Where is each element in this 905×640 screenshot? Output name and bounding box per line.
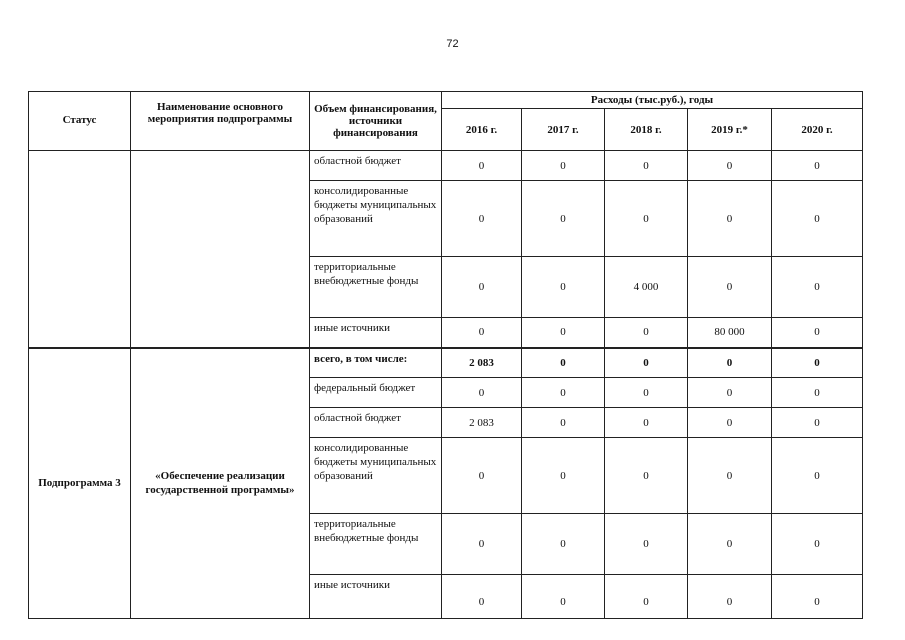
value-cell: 0 bbox=[688, 514, 772, 575]
value-cell: 2 083 bbox=[442, 408, 522, 438]
value-cell: 0 bbox=[605, 575, 688, 619]
value-cell: 0 bbox=[522, 378, 605, 408]
header-year-2016: 2016 г. bbox=[442, 109, 522, 151]
value-cell: 0 bbox=[522, 151, 605, 181]
source-cell: областной бюджет bbox=[310, 151, 442, 181]
value-cell: 0 bbox=[772, 257, 863, 318]
subprogram-name-cell: «Обеспечение реализации государственной программы» bbox=[131, 348, 310, 619]
value-cell: 0 bbox=[688, 151, 772, 181]
source-cell: консолидированные бюджеты муниципальных образований bbox=[310, 438, 442, 514]
table-row bbox=[29, 348, 863, 378]
header-source: Объем финансирования, источники финансирования bbox=[310, 92, 442, 151]
value-cell: 0 bbox=[688, 438, 772, 514]
value-cell: 0 bbox=[522, 514, 605, 575]
value-cell: 0 bbox=[442, 575, 522, 619]
header-year-2017: 2017 г. bbox=[522, 109, 605, 151]
value-cell: 0 bbox=[772, 151, 863, 181]
source-cell: территориальные внебюджетные фонды bbox=[310, 514, 442, 575]
status-cell-empty bbox=[29, 151, 131, 348]
value-cell: 0 bbox=[772, 378, 863, 408]
value-cell: 0 bbox=[605, 348, 688, 378]
status-cell: Подпрограмма 3 bbox=[29, 348, 131, 619]
source-cell: областной бюджет bbox=[310, 408, 442, 438]
source-cell: территориальные внебюджетные фонды bbox=[310, 257, 442, 318]
value-cell: 0 bbox=[772, 181, 863, 257]
value-cell: 0 bbox=[605, 151, 688, 181]
value-cell: 0 bbox=[772, 514, 863, 575]
value-cell: 0 bbox=[605, 318, 688, 348]
value-cell: 0 bbox=[688, 181, 772, 257]
value-cell: 0 bbox=[442, 438, 522, 514]
value-cell: 0 bbox=[688, 575, 772, 619]
value-cell: 0 bbox=[522, 575, 605, 619]
value-cell: 80 000 bbox=[688, 318, 772, 348]
value-cell: 0 bbox=[605, 181, 688, 257]
value-cell: 0 bbox=[442, 318, 522, 348]
source-cell: консолидированные бюджеты муниципальных образований bbox=[310, 181, 442, 257]
name-cell-empty bbox=[131, 151, 310, 348]
value-cell: 0 bbox=[605, 408, 688, 438]
header-year-2020: 2020 г. bbox=[772, 109, 863, 151]
value-cell: 0 bbox=[522, 348, 605, 378]
value-cell: 0 bbox=[522, 257, 605, 318]
value-cell: 0 bbox=[522, 318, 605, 348]
value-cell: 0 bbox=[442, 257, 522, 318]
header-name: Наименование основного мероприятия подпрограммы bbox=[131, 92, 310, 151]
value-cell: 0 bbox=[442, 151, 522, 181]
financing-table bbox=[28, 91, 863, 619]
value-cell: 0 bbox=[522, 181, 605, 257]
value-cell: 0 bbox=[688, 408, 772, 438]
value-cell: 0 bbox=[522, 408, 605, 438]
value-cell: 0 bbox=[442, 378, 522, 408]
header-expenses: Расходы (тыс.руб.), годы bbox=[442, 92, 863, 109]
value-cell: 0 bbox=[442, 181, 522, 257]
source-cell: иные источники bbox=[310, 575, 442, 619]
value-cell: 0 bbox=[688, 257, 772, 318]
value-cell: 0 bbox=[772, 348, 863, 378]
value-cell: 0 bbox=[522, 438, 605, 514]
value-cell: 2 083 bbox=[442, 348, 522, 378]
value-cell: 0 bbox=[772, 318, 863, 348]
value-cell: 0 bbox=[772, 408, 863, 438]
source-cell: федеральный бюджет bbox=[310, 378, 442, 408]
value-cell: 0 bbox=[605, 378, 688, 408]
value-cell: 4 000 bbox=[605, 257, 688, 318]
value-cell: 0 bbox=[605, 514, 688, 575]
header-year-2018: 2018 г. bbox=[605, 109, 688, 151]
value-cell: 0 bbox=[442, 514, 522, 575]
value-cell: 0 bbox=[772, 575, 863, 619]
value-cell: 0 bbox=[688, 378, 772, 408]
value-cell: 0 bbox=[772, 438, 863, 514]
value-cell: 0 bbox=[605, 438, 688, 514]
header-status: Статус bbox=[29, 92, 131, 151]
value-cell: 0 bbox=[688, 348, 772, 378]
source-cell: всего, в том числе: bbox=[310, 348, 442, 378]
source-cell: иные источники bbox=[310, 318, 442, 348]
page-number: 72 bbox=[446, 38, 459, 50]
header-year-2019: 2019 г.* bbox=[688, 109, 772, 151]
table-row bbox=[29, 151, 863, 181]
